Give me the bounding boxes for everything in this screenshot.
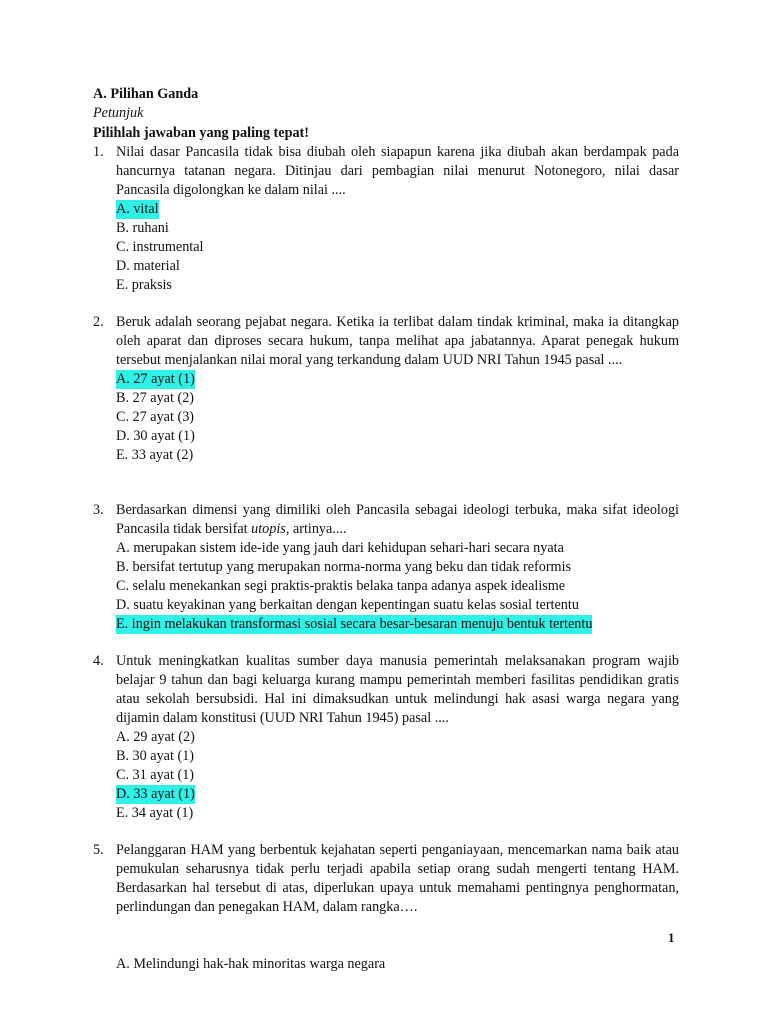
question-number: 4. (93, 653, 104, 669)
question-number: 1. (93, 144, 104, 160)
answer-option: C. 27 ayat (3) (116, 409, 195, 425)
option-list (93, 370, 679, 465)
answer-option: C. selalu menekankan segi praktis-praktis belaka tanpa adanya aspek idealisme (116, 578, 566, 594)
answer-option: B. 30 ayat (1) (116, 748, 195, 764)
question-stem (93, 143, 679, 200)
instruction-text: Pilihlah jawaban yang paling tepat! (93, 125, 310, 141)
answer-option: B. 27 ayat (2) (116, 390, 195, 406)
question-stem (93, 652, 679, 728)
question-2 (93, 313, 679, 465)
hint-label: Petunjuk (93, 105, 144, 121)
question-stem (93, 841, 679, 917)
question-number: 5. (93, 842, 104, 858)
question-number: 2. (93, 314, 104, 330)
question-text: Untuk meningkatkan kualitas sumber daya manusia pemerintah melaksanakan program wajib belajar 9 tahun dan bagi keluarga kurang mampu pemerintah memberi fasilitas pendidikan gratis atau sekolah bersubsidi. Hal ini dimaksudkan untuk melindungi hak asasi warga negara yang dijamin dalam konstitusi (UUD NRI Tahun 1945) pasal .... (116, 653, 679, 726)
answer-option-highlighted: A. vital (116, 201, 159, 217)
question-text-part: Berdasarkan dimensi yang dimiliki oleh Pancasila sebagai ideologi terbuka, maka sifat ideologi Pancasila tidak bersifat (116, 502, 679, 537)
question-1 (93, 143, 679, 295)
answer-option: D. material (116, 258, 180, 274)
question-5 (93, 841, 679, 974)
question-stem (93, 501, 679, 539)
answer-option: D. 30 ayat (1) (116, 428, 195, 444)
answer-option: C. instrumental (116, 239, 204, 255)
option-list (93, 200, 679, 295)
question-text: Beruk adalah seorang pejabat negara. Ketika ia terlibat dalam tindak kriminal, maka ia ditangkap oleh aparat dan diproses secara hukum, tanpa melihat apa jabatannya. Aparat penegak hukum tersebut menjalankan nilai moral yang terkandung dalam UUD NRI Tahun 1945 pasal .... (116, 314, 679, 368)
section-title: A. Pilihan Ganda (93, 86, 199, 102)
question-text: Pelanggaran HAM yang berbentuk kejahatan seperti penganiayaan, mencemarkan nama baik atau pemukulan seharusnya tidak perlu terjadi apabila setiap orang sudah mengerti tentang HAM. Berdasarkan hal tersebut di atas, diperlukan upaya untuk memahami pentingnya penghormatan, perlindungan dan penegakan HAM, dalam rangka…. (116, 842, 679, 915)
question-text-part: , artinya.... (285, 521, 347, 537)
answer-option: E. 33 ayat (2) (116, 447, 194, 463)
question-text-italic: utopis (251, 521, 286, 537)
option-list (93, 539, 679, 634)
question-4 (93, 652, 679, 823)
answer-option: B. bersifat tertutup yang merupakan norma-norma yang beku dan tidak reformis (116, 559, 572, 575)
answer-option: A. Melindungi hak-hak minoritas warga negara (116, 956, 386, 972)
answer-option: C. 31 ayat (1) (116, 767, 195, 783)
question-number: 3. (93, 502, 104, 518)
question-stem (93, 313, 679, 370)
answer-option-highlighted: E. ingin melakukan transformasi sosial secara besar-besaran menuju bentuk tertentu (116, 616, 593, 632)
answer-option: D. suatu keyakinan yang berkaitan dengan kepentingan suatu kelas sosial tertentu (116, 597, 579, 613)
answer-option-highlighted: D. 33 ayat (1) (116, 786, 195, 802)
answer-option: B. ruhani (116, 220, 169, 236)
option-list (93, 955, 679, 974)
answer-option-highlighted: A. 27 ayat (1) (116, 371, 195, 387)
question-3 (93, 501, 679, 634)
question-text (116, 502, 679, 537)
answer-option: A. merupakan sistem ide-ide yang jauh dari kehidupan sehari-hari secara nyata (116, 540, 564, 556)
page-number: 1 (668, 930, 675, 945)
answer-option: A. 29 ayat (2) (116, 729, 195, 745)
question-text: Nilai dasar Pancasila tidak bisa diubah oleh siapapun karena jika diubah akan berdampak pada hancurnya tatanan negara. Ditinjau dari pembagian nilai menurut Notonegoro, nilai dasar Pancasila digolongkan ke dalam nilai .... (116, 144, 679, 198)
option-list (93, 728, 679, 823)
answer-option: E. 34 ayat (1) (116, 805, 194, 821)
answer-option: E. praksis (116, 277, 172, 293)
